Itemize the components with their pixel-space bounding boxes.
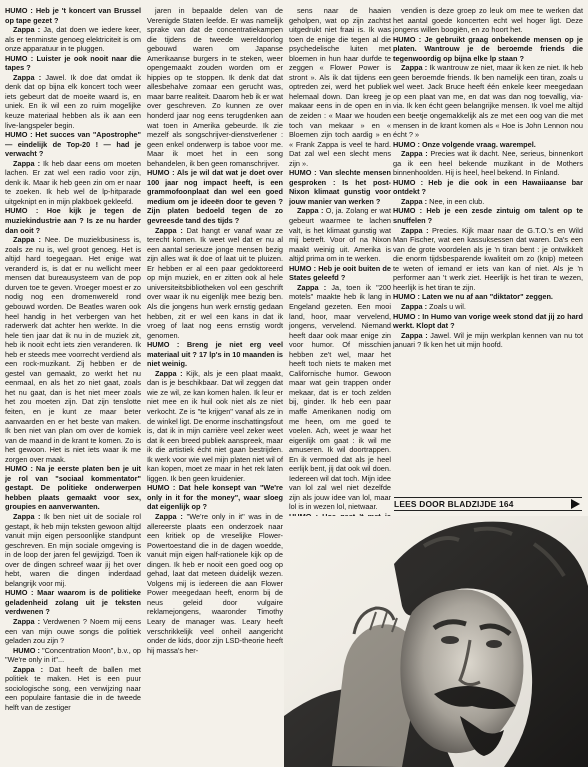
speaker-label: Zappa :	[13, 72, 42, 82]
answer-text: Ik wantrouw ze niet, maar ik ken ze niet. Ik heb geen beroemde friends. Ik ben namelijk een tiran, zoals u wel weet. Jack Bruce heeft één enkele keer meegedaan op een plaat van me, en dat was dan nog toevallig, via-via. Ik ken écht geen belangrijke mensen. Ik voel me altijd een beetje ongemakkelijk als ze met een oog van die met mensen in de krant komen als « Hoe is John Lennon nou écht ? »	[393, 63, 583, 140]
speaker-label: Zappa :	[401, 63, 428, 73]
interview-answer	[147, 6, 283, 168]
interview-question: HUMO : Heb je 't koncert van Brussel op tape gezet ?	[5, 6, 141, 25]
interview-answer	[147, 369, 283, 484]
interview-question: HUMO : Als je wil dat wat je doet over 100 jaar nog impact heeft, is een grammofoonplaat dan wel een goed medium om je ideeën door te geven ? Zijn platen bedoeld tegen de zo gevreesde tand des tijds ?	[147, 168, 283, 226]
speaker-label: Zappa :	[13, 664, 44, 674]
interview-question: HUMO : In Humo van vorige week stond dat jij zo hard werkt. Klopt dat ?	[393, 311, 583, 331]
speaker-label: Zappa :	[155, 225, 183, 235]
answer-text: Dat hangt er vanaf waar ze terecht komen. Ik weet wel dat er nu al een aantal serieuze jonge mensen bezig zijn alles wat ik doe of laat uit te pluizen. Er hebben er al een paar gedoktoreerd op mijn muziek, en er zitten ook al hele universiteitsbibliotheken vol een geschrift over waar ik nu eigenlijk mee bezig ben. Als die jongens hun werk ernstig gedaan hebben, zit er wel een kans in dat ik vroeg of laat nog eens ernstig wordt genomen.	[147, 225, 283, 340]
speaker-label: Zappa :	[155, 511, 183, 521]
answer-text: Ja, dat doen we iedere keer, als er tenminste genoeg elektriciteit is om onze apparatuur in te pluggen.	[5, 25, 141, 54]
answer-text: "We're only in it" was in de allereerste plaats een onderzoek naar een kritiek op de vreselijke Flower-Powertoestand die in de dagen woedde, vanuit mijn eigen half-rationele kijk op de dingen. Ik heb er nooit een goed oog op gehad, laat dat meteen duidelijk wezen. Volgens mij is iedereen die aan Flower Power meegedaan heeft, enorm bij de neus geleid door vulgaire reklamejongens, waaronder Timothy Leary de manager was. Leary heeft verschrikkelijk veel onheil aangericht onder de kids, door zijn LSD-theorie heeft hij massa's her-	[147, 511, 283, 655]
arrow-right-icon	[571, 499, 580, 509]
speaker-label: Zappa :	[401, 225, 429, 235]
answer-text: Zoals u wil.	[427, 301, 466, 311]
interview-question: HUMO : Onze volgende vraag. warempel.	[393, 139, 536, 149]
interview-answer	[5, 235, 141, 464]
interview-answer	[289, 283, 391, 512]
answer-text: sens naar de haaien geholpen, wat op zijn zachtst uitgedrukt niet fraai is. Ik was toen de enige die tegen al die psychedelische luiten met bloemen in hun haar durfde te zeggen « Flower Power is stront ». Als ik dat tijdens een optreden zei, werd het publiek helemaal down. Dan kreeg je makaar eens in de open en in de zeiden : « Maar we houden toch van mekaar » en « Bloemen zijn toch aardig » en « Frank Zappa is veel te hard. Dat zal wel een slecht mens zijn ».	[289, 6, 391, 168]
article-column-4	[393, 6, 583, 492]
speaker-label: Zappa :	[13, 617, 41, 626]
interview-question: HUMO : Heb je die ook in een Hawaiiaanse bar ontdekt ?	[393, 177, 583, 197]
interview-answer	[393, 226, 583, 293]
interview-answer	[147, 226, 283, 341]
interview-answer	[5, 617, 141, 646]
article-column-1	[5, 6, 141, 762]
interview-question: HUMO : Heb je een zesde zintuig om talent op te snuffelen ?	[393, 206, 583, 226]
answer-text: Nee, in een club.	[427, 196, 485, 206]
speaker-label: Zappa :	[401, 196, 428, 206]
interview-answer	[393, 331, 583, 350]
speaker-label: Zappa :	[13, 25, 41, 35]
speaker-label: HUMO :	[13, 645, 40, 655]
interview-answer	[147, 512, 283, 655]
interview-answer	[393, 149, 583, 178]
article-column-3	[289, 6, 391, 554]
speaker-label: Zappa :	[13, 235, 41, 245]
answer-text: Jawel. Ik doe dat omdat ik denk dat op bijna elk koncert toch weer iets gebeurt dat de moeite waard is, en uniek. En ik wil een zo ruim mogelijke keuze materiaal hebben als ik aan een live-langspeler begin.	[5, 72, 141, 130]
interview-answer	[289, 6, 391, 168]
interview-answer	[289, 206, 391, 263]
continue-reading-label: LEES DOOR BLADZIJDE 164	[394, 499, 514, 509]
speaker-label: Zappa :	[13, 158, 41, 168]
article-column-2	[147, 6, 283, 762]
interview-question: HUMO : Laten we nu af aan "diktator" zeggen.	[393, 292, 553, 302]
interview-answer	[5, 512, 141, 588]
interview-question: HUMO : Je gebruikt graag onbekende mensen op je platen. Wantrouw je de beroemde friends die tegenwoordig op bijna elke lp staan ?	[393, 34, 583, 63]
portrait-photo	[284, 516, 588, 767]
interview-question: HUMO : Breng je niet erg veel materiaal uit ? 17 lp's in 10 maanden is niet weinig.	[147, 340, 283, 369]
speaker-label: Zappa :	[155, 368, 183, 378]
interview-answer	[5, 665, 141, 713]
answer-text: Ja, toen ik "200 motels" maakte heb ik lang in Engeland gezeten. Een mooi land, hoor, maar vervelend, jongens, vervelend. Niemand heeft daar ook maar enige zin voor humor. Of misschien hebben ze't wel, maar het heeft toch niets te maken met Californische humor. Gewoon maar wat gein trappen onder mekaar, dat is er toch zelden bij, ginder. Ik heb een paar maffe Amerikanen nodig om me heen, om me goed te voelen. Ach, weet je waar het eigenlijk om gaat : ik wil me amuseren. Ik wil doortrappen. En ik vermoed dat als je heel eerlijk bent, jij dat ook wil doen. Iedereen wil dat toch. Mijn idee van lol zal wel niet dezelfde zijn als jouw idee van lol, maar lol is in wezen lol, nietwaar.	[289, 282, 391, 512]
answer-text: Jawel. Wil je mijn werkplan kennen van nu tot januari ? Ik ken het uit mijn hoofd.	[393, 330, 583, 350]
continue-reading-banner	[394, 497, 582, 511]
answer-text: Precies. Kijk maar naar de G.T.O.'s en Wild Man Fischer, wat een kassuksessen dat waren. Da's een van de grote voordelen als je 'n tiran bent : je ontwikkelt die enorm tijdsbesparende kwaliteit om zo (knip) meteen te weten of iemand er iets van kan of niet. Als je 'n performer aan 't werk ziet. Heerlijk is het tiran te wezen, heerlijk is het tiran te zijn.	[393, 225, 583, 292]
speaker-label: Zappa :	[401, 149, 428, 159]
answer-text: jaren in bepaalde delen van de Verenigde Staten leefde. Er was namelijk sprake van dat de concentratiekampen die tijdens de tweede wereldoorlog gebouwd waren om Japanse Amerikaanse burgers in te steken, weer opengemaakt zouden worden om er hippies op te stoppen. Ik denk dat dat allesbehalve zomaar een gerucht was, maar barre realiteit. Daarom heb ik er wat over geschreven. Zo kunnen ze over honderd jaar nog eens terugdenken aan wat toen in Amerika gebeurde. Ik zie mezelf als songschrijver-dienstverlener : geen enkel onderwerp is taboe voor me. Maar ik moet het in een song behandelen, ik ben geen romanschrijver.	[147, 6, 283, 168]
answer-text: Kijk, als je een plaat maakt, dan is je beschikbaar. Dat wil zeggen dat wie ze wil, ze kan komen halen. Ik leur er niet mee en ik huil ook niet als ze niet verkocht. Ze is "te krijgen" vanaf als ze in de winkel ligt. De enorme inschattingsfout is, dat ik in mijn carrière veel zeker weet dat ik een breed publiek aanspreek, maar ik die artistiek écht niet gaan bestrijden. Ik werk voor wie wel mijn platen niet wil of kan kopen, moet ze maar in het rek laten liggen. Ik ben geen kruidenier.	[147, 368, 283, 483]
speaker-label: Zappa :	[13, 511, 41, 521]
answer-text: O, ja. Zolang er wat gebeurt waarmee te lachen valt, is het klimaat gunstig wat mij betreft. Voor of na Nixon maakt weinig uit. Amerika is altijd prima om in te werken.	[289, 206, 391, 264]
answer-text: Nee. De muziekbusiness is, zoals ze nu is, wel groot genoeg. Het is altijd hard toegegaan. Het enige wat veranderd is, is dat er nu wellicht meer mensen dat bureausysteem van de pop durven toe te geven. Vroeger moest er zo nodig nog een dromenwereld rond gebouwd worden. De Beatles waren ook heel handig in het verbergen van het raderwerk dat achter hen werkte. In die hele tien jaar dat ik nu in de muziek zit, heb ik nooit echt iets zien veranderen. Ik heb er steeds mee voorrecht verdiend als een rock-muzikant. Zij hebben er de gestel van gemaakt, zo werkt het nu eenmaal, en als het zo niet gaat, zoals het nu gaat, dan is het niet meer zoals het zou moeten zijn. Dat zijn tenslotte feiten, en je kunt ze maar beter aanvaarden en er het beste van maken. Ik ben niet van plan om over de komiek van de maand in de krant te komen. Zo is het gewoon. Het is niet iets waar ik me zorgen over maak.	[5, 235, 141, 464]
interview-answer	[393, 197, 583, 207]
interview-question: HUMO : Na je eerste platen ben je uit je rol van "sociaal kommentator" gestapt. De politieke onderwerpen hebben plaats gemaakt voor sex, groupies en aanverwanten.	[5, 464, 141, 512]
answer-text: Verdwenen ? Noem mij eens een van mijn ouwe songs die politiek geladen zou zijn ?	[5, 617, 141, 646]
speaker-label: Zappa :	[297, 206, 324, 216]
answer-text: Ik heb daar eens om moeten lachen. Er zat wel een radio voor zijn, denk ik. Maar ik heb geen zin om er naar te zoeken. Ik heb wel de lp-hitparade uitgeknipt en in mijn plakboek gekleefd.	[5, 158, 141, 206]
answer-text: Ik ben niet uit de sociale rol gestapt, ik heb mijn teksten gewoon altijd vanuit mijn eigen persoonlijke standpunt geschreven. En mijn sociale omgeving is in de loop der jaren fel gewijzigd. Toen ik over de dingen schreef waar jij het over hebt, waren die dingen inderdaad belangrijk voor mij.	[5, 511, 141, 588]
interview-answer	[393, 63, 583, 139]
interview-question: HUMO : Het succes van "Apostrophe" — eindelijk de Top-20 ! — had je verwacht ?	[5, 130, 141, 159]
speaker-label: Zappa :	[401, 330, 428, 340]
interview-question: HUMO : Heb je ooit buiten de States geleefd ?	[289, 263, 391, 283]
interview-answer	[393, 6, 583, 35]
answer-text: Dat heeft de ballen met politiek te maken. Het is een puur sociologische song, een verwijzing naar een populaire fantasie die in de tweede helft van de zestiger	[5, 664, 141, 712]
interview-answer	[5, 646, 141, 665]
answer-text: "Concentration Moon", b.v., op "We're only in it"...	[5, 645, 141, 665]
speaker-label: Zappa :	[401, 301, 428, 311]
interview-question: HUMO : Van slechte mensen gesproken : Is het post-Nixon klimaat gunstig voor jouw manier van werken ?	[289, 168, 391, 206]
interview-answer	[5, 159, 141, 207]
interview-question: HUMO : Dat hele konsept van "We're only in it for the money", waar sloeg dat eigenlijk op ?	[147, 483, 283, 512]
interview-question: HUMO : Maar waarom is de politieke geladenheid zolang uit je teksten verdwenen ?	[5, 588, 141, 617]
answer-text: Precies wat ik dacht. Nee, serieus, binnenkort ga ik een heel bekende muzikant in de Mothers binnenhoolden. Hij is heel, heel bekend. In Finland.	[393, 149, 583, 178]
answer-text: vendien is deze groep zo leuk om mee te werken dat het aantal goede koncerten echt wel hoger ligt. Deze jongens willen boogiën, en zo hoort het.	[393, 6, 583, 35]
speaker-label: Zappa :	[297, 282, 327, 292]
interview-answer	[5, 25, 141, 54]
interview-answer	[393, 302, 583, 312]
interview-answer	[5, 73, 141, 130]
interview-question: HUMO : Luister je ook nooit naar die tapes ?	[5, 53, 141, 73]
interview-question: HUMO : Hoe kijk je tegen de muziekindustrie aan ? Is ze nu harder dan ooit ?	[5, 206, 141, 235]
